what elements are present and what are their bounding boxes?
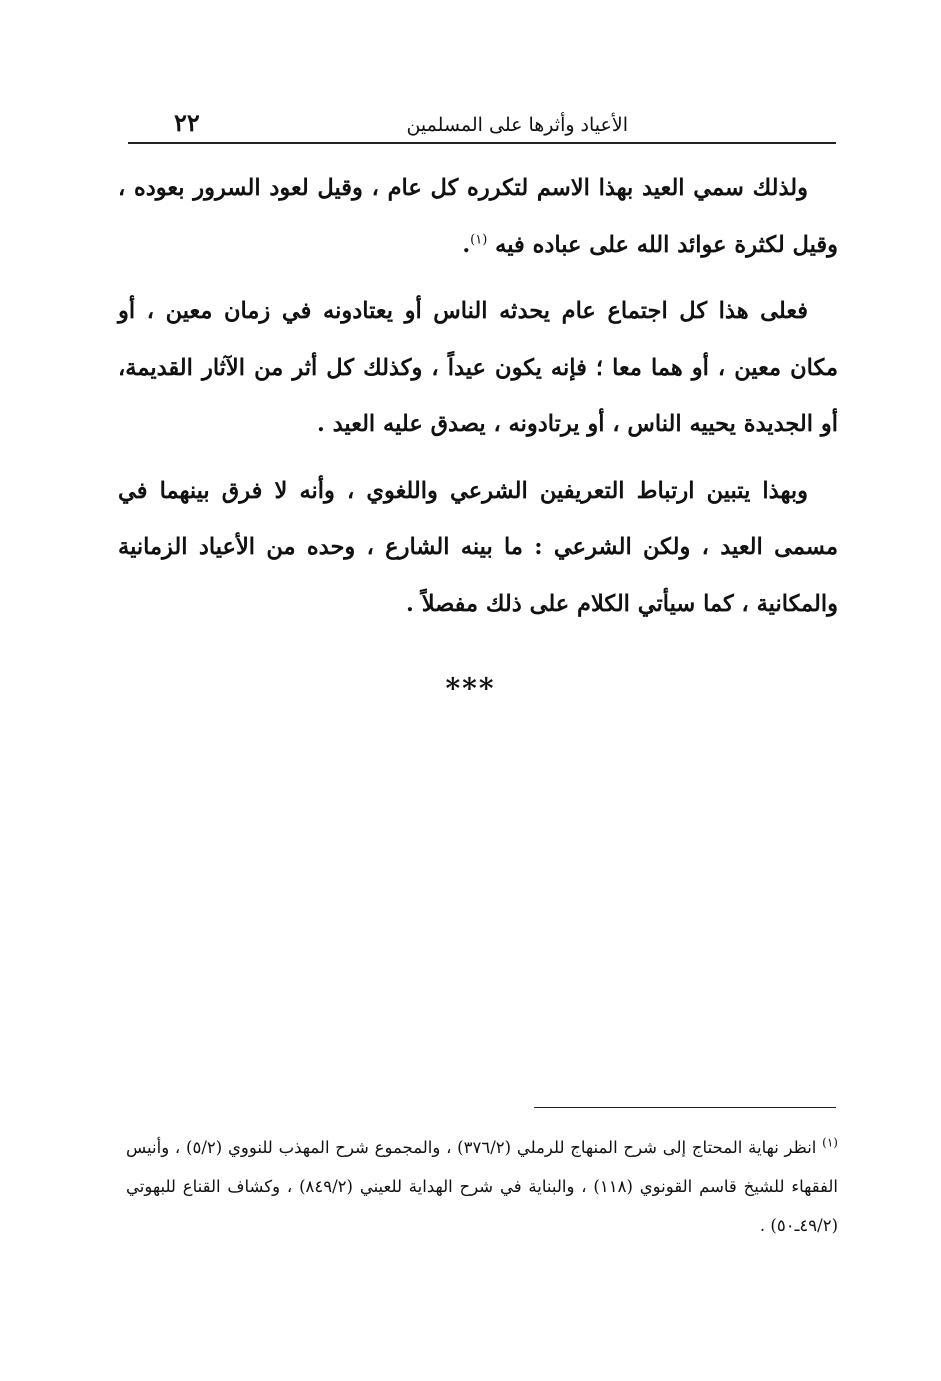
footnote-reference: (١) <box>470 232 488 247</box>
paragraph-text: فعلى هذا كل اجتماع عام يحدثه الناس أو يعتادونه في زمان معين ، أو مكان معين ، أو هما معا ؛ فإنه يكون عيداً ، وكذلك كل أثر من الآثار القديمة، أو الجديدة يحييه الناس ، أو يرتادونه ، يصدق عليه العيد . <box>118 298 838 437</box>
paragraph <box>118 283 838 453</box>
main-text <box>118 160 838 632</box>
footnote-marker: (١) <box>822 1135 838 1150</box>
paragraph <box>118 463 838 633</box>
page-header <box>128 106 836 144</box>
running-title: الأعياد وأثرها على المسلمين <box>406 114 628 136</box>
footnote <box>126 1128 838 1245</box>
paragraph-tail: . <box>462 231 471 258</box>
footnote-text: انظر نهاية المحتاج إلى شرح المنهاج للرملي (٣٧٦/٢) ، والمجموع شرح المهذب للنووي (٥/٢) ، وأنيس الفقهاء للشيخ قاسم القونوي (١١٨) ، والبناية في شرح الهداية للعيني (٨٤٩/٢) ، وكشاف القناع للبهوتي (٤٩/٢ـ٥٠) . <box>126 1138 839 1235</box>
paragraph-text: ولذلك سمي العيد بهذا الاسم لتكرره كل عام ، وقيل لعود السرور بعوده ، وقيل لكثرة عوائد الله على عباده فيه <box>118 175 838 258</box>
footnote-divider <box>534 1107 836 1108</box>
paragraph <box>118 160 838 273</box>
paragraph-text: وبهذا يتبين ارتباط التعريفين الشرعي واللغوي ، وأنه لا فرق بينهما في مسمى العيد ، ولكن الشرعي : ما بينه الشارع ، وحده من الأعياد الزمانية والمكانية ، كما سيأتي الكلام على ذلك مفصلاً . <box>118 477 838 617</box>
footnotes <box>126 1128 838 1245</box>
page-number: ٢٢ <box>174 108 200 137</box>
section-separator: *** <box>445 672 496 705</box>
